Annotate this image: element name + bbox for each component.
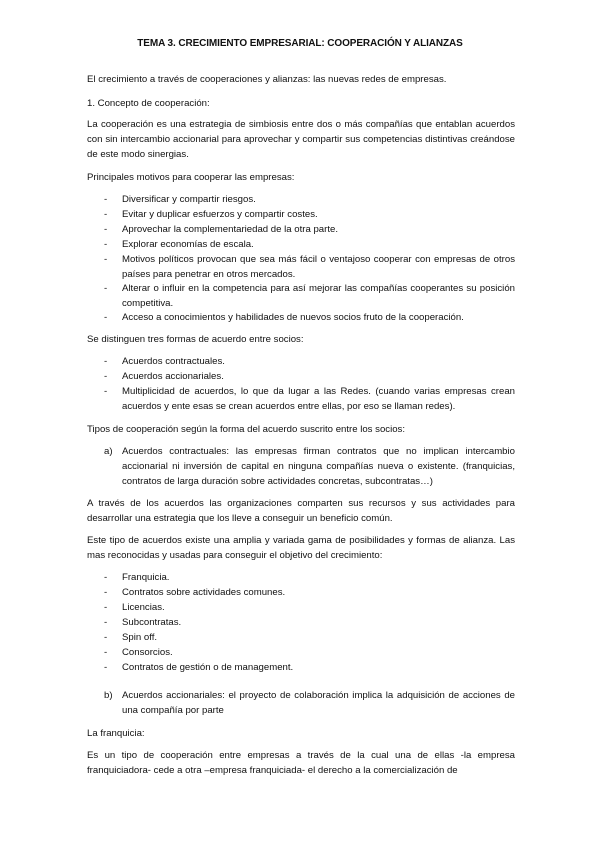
list-item-text: Acuerdos contractuales: las empresas firman contratos que no implican intercambio accionarial ni inversión de capital en ninguna compañías nueva o existente. (franquicias, contratos de larga duración sobre actividades concretas, subcontratas…) [122,446,515,487]
bullet-dash: - [104,647,108,658]
bullet-dash: - [104,632,108,643]
bullet-dash: - [104,283,108,294]
list-item-text: Spin off. [122,632,158,643]
bullet-dash: - [104,239,108,250]
list-item-text: Licencias. [122,602,165,613]
forms-heading: Se distinguen tres formas de acuerdo entre socios: [87,334,304,345]
bullet-dash: - [104,356,108,367]
motives-heading: Principales motivos para cooperar las empresas: [87,172,295,183]
list-item-text: Acceso a conocimientos y habilidades de nuevos socios fruto de la cooperación. [122,312,464,323]
bullet-dash: - [104,371,108,382]
list-item-text: Evitar y duplicar esfuerzos y compartir costes. [122,209,318,220]
definition-paragraph: La cooperación es una estrategia de simbiosis entre dos o más compañías que entablan acuerdos con sin intercambio accionarial para aprovechar y compartir sus competencias distintivas creándose de este modo sinergias. [87,119,515,160]
list-item-text: Diversificar y compartir riesgos. [122,194,256,205]
bullet-dash: - [104,587,108,598]
bullet-dash: - [104,254,108,265]
list-item-text: Contratos sobre actividades comunes. [122,587,286,598]
section-heading: 1. Concepto de cooperación: [87,98,210,109]
list-item-text: Alterar o influir en la competencia para así mejorar las compañías cooperantes su posición competitiva. [122,283,515,309]
list-item-text: Explorar economías de escala. [122,239,254,250]
bullet-dash: - [104,209,108,220]
list-marker: a) [104,446,113,457]
intro-paragraph: El crecimiento a través de cooperaciones y alianzas: las nuevas redes de empresas. [87,74,447,85]
list-item-text: Motivos políticos provocan que sea más fácil o ventajoso cooperar con empresas de otros países para penetrar en otros mercados. [122,254,515,280]
list-item-text: Franquicia. [122,572,170,583]
list-item-text: Aprovechar la complementariedad de la otra parte. [122,224,338,235]
bullet-dash: - [104,312,108,323]
bullet-dash: - [104,386,108,397]
bullet-dash: - [104,572,108,583]
franchise-paragraph: Es un tipo de cooperación entre empresas a través de la cual una de ellas -la empresa franquiciadora- cede a otra –empresa franquiciada- el derecho a la comercialización de [87,750,515,776]
bullet-dash: - [104,194,108,205]
list-item-text: Subcontratas. [122,617,182,628]
list-item-text: Contratos de gestión o de management. [122,662,294,673]
agreements-paragraph: A través de los acuerdos las organizaciones comparten sus recursos y sus actividades para desarrollar una estrategia que los lleve a conseguir un beneficio común. [87,498,515,524]
franchise-heading: La franquicia: [87,728,145,739]
list-item-text: Consorcios. [122,647,173,658]
list-item-text: Acuerdos accionariales: el proyecto de colaboración implica la adquisición de acciones de una compañía por parte [122,690,515,716]
bullet-dash: - [104,662,108,673]
bullet-dash: - [104,602,108,613]
list-item-text: Acuerdos contractuales. [122,356,225,367]
bullet-dash: - [104,224,108,235]
bullet-dash: - [104,617,108,628]
list-item-text: Multiplicidad de acuerdos, lo que da lugar a las Redes. (cuando varias empresas crean acuerdos y ente esas se crean acuerdos entre ellas, por eso se llaman redes). [122,386,515,412]
types-heading: Tipos de cooperación según la forma del acuerdo suscrito entre los socios: [87,424,406,435]
page-title: TEMA 3. CRECIMIENTO EMPRESARIAL: COOPERACIÓN Y ALIANZAS [137,38,463,49]
list-item-text: Acuerdos accionariales. [122,371,224,382]
list-marker: b) [104,690,113,701]
range-paragraph: Este tipo de acuerdos existe una amplia y variada gama de posibilidades y formas de alianza. Las mas reconocidas y usadas para conseguir el objetivo del crecimiento: [87,535,515,561]
